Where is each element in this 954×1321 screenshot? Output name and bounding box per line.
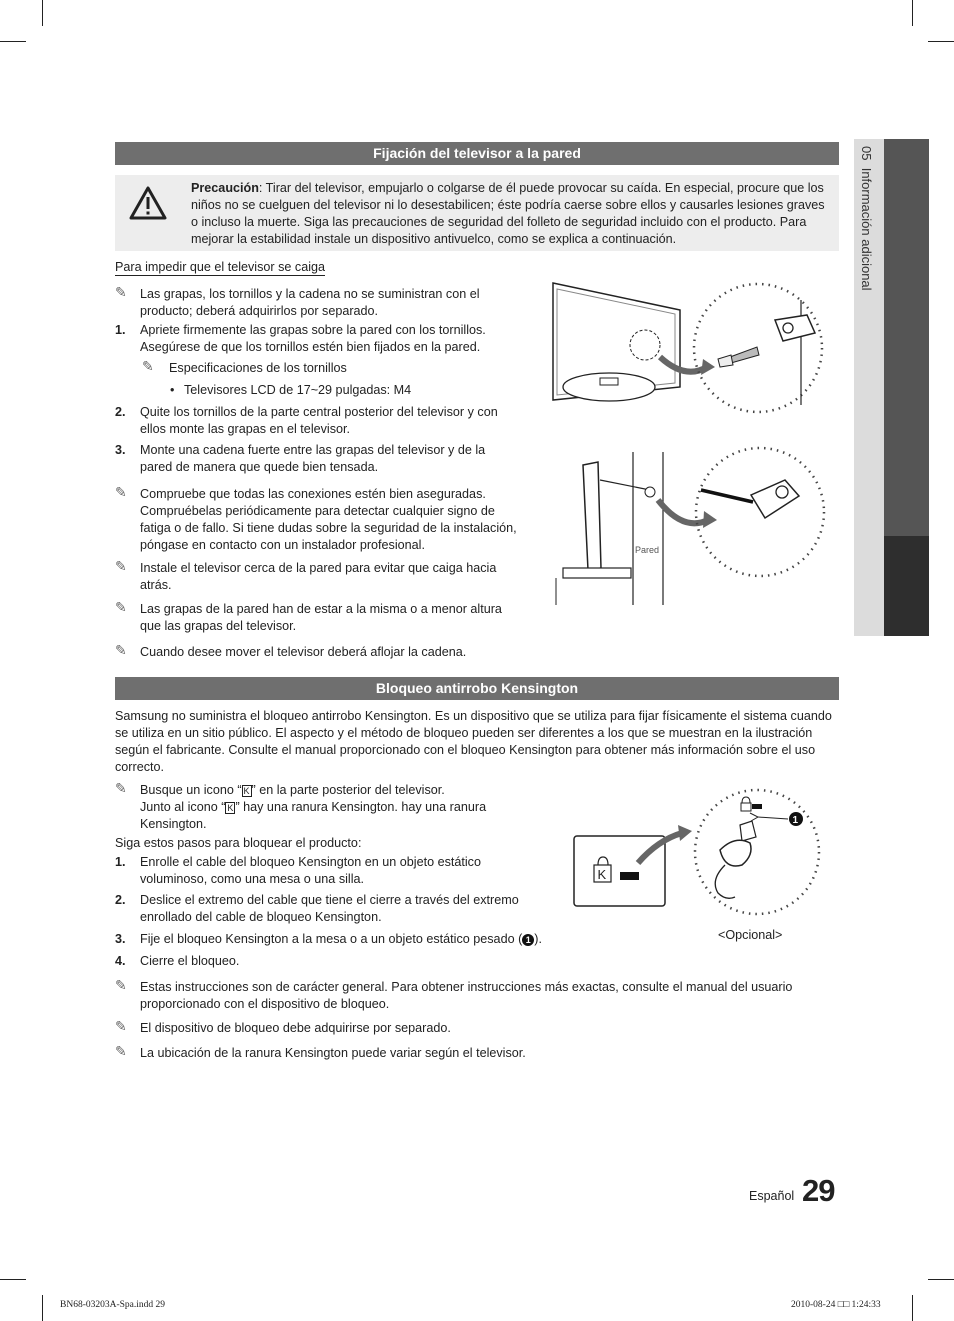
note-loosen-chain: Cuando desee mover el televisor deberá aflojar la cadena. — [140, 645, 467, 659]
optional-label: <Opcional> — [718, 928, 783, 942]
footer-filename: BN68-03203A-Spa.indd 29 — [60, 1300, 166, 1310]
page-number: 29 — [802, 1173, 835, 1208]
footer-date: 2010-08-24 □□ 1:24:33 — [791, 1300, 881, 1310]
note-icon: ✎ — [115, 642, 127, 658]
crop-mark — [42, 0, 43, 26]
note-install-near-wall: Instale el televisor cerca de la pared para evitar que caiga hacia atrás. — [140, 561, 497, 592]
note-icon: ✎ — [115, 484, 127, 500]
caution-text: Precaución: Tirar del televisor, empujarlo o colgarse de él puede provocar su caída. En especial, procure que los niños no se cuelguen del televisor ni lo desestabilicen; éste podría caerse sobre ellos y causarles lesiones graves o incluso la muerte. Siga las precauciones de seguridad del folleto de seguridad incluido con el producto. Para mejorar la estabilidad instale un dispositivo antivuelco, como se explica a continuación. — [191, 181, 825, 246]
wall-label: Pared — [635, 545, 660, 555]
crop-mark — [912, 0, 913, 26]
note-check-connections: Compruebe que todas las conexiones estén bien aseguradas. Compruébelas periódicamente para detectar cualquier signo de fatiga o de fallo. Si tiene dudas sobre la seguridad de la instalación, póngase en contacto con un instalador profesional. — [140, 487, 517, 552]
k-letter: K — [597, 867, 607, 882]
step-number: 2. — [115, 405, 126, 419]
section-title-kensington: Bloqueo antirrobo Kensington — [115, 677, 839, 700]
crop-mark — [912, 1295, 913, 1321]
note-icon: ✎ — [115, 558, 127, 574]
crop-mark — [0, 41, 26, 42]
step-number: 1. — [115, 323, 126, 337]
note-buy-separately: El dispositivo de bloqueo debe adquirirse por separado. — [140, 1021, 451, 1035]
step-number: 4. — [115, 954, 126, 968]
section-title-wall-mount: Fijación del televisor a la pared — [115, 142, 839, 165]
step-number: 2. — [115, 893, 126, 907]
kensington-lock-icon: K — [243, 786, 250, 796]
crop-mark — [928, 41, 954, 42]
note-icon: ✎ — [115, 780, 127, 796]
kensington-step-2: Deslice el extremo del cable que tiene el cierre a través del extremo enrollado del cable de bloqueo Kensington. — [140, 893, 519, 924]
crop-mark — [42, 1295, 43, 1321]
step-2-text: Quite los tornillos de la parte central posterior del televisor y con ellos monte las grapas en el televisor. — [140, 405, 498, 436]
step-number: 1. — [115, 855, 126, 869]
caution-box — [115, 175, 839, 251]
note-icon: ✎ — [115, 599, 127, 615]
crop-mark — [928, 1279, 954, 1280]
note-icon: ✎ — [115, 1018, 127, 1034]
note-slot-location: La ubicación de la ranura Kensington puede variar según el televisor. — [140, 1046, 526, 1060]
page-language: Español — [749, 1189, 795, 1203]
warning-icon — [128, 185, 168, 221]
bullet-dot: • — [170, 383, 175, 397]
kensington-intro: Samsung no suministra el bloqueo antirrobo Kensington. Es un dispositivo que se utiliza para fijar físicamente el sistema cuando se utiliza en un sitio público. El aspecto y el método de bloqueo pueden ser diferentes a los que se muestran en la ilustración según el fabricante. Consulte el manual proporcionado con el bloqueo Kensington para obtener más información sobre el uso correcto. — [115, 709, 832, 774]
kensington-step-3: Fije el bloqueo Kensington a la mesa o a un objeto estático pesado ( 1 ). — [140, 932, 542, 946]
note-general-instructions: Estas instrucciones son de carácter general. Para obtener instrucciones más exactas, consulte el manual del usuario proporcionado con el dispositivo de bloqueo. — [140, 980, 793, 1011]
sidebar-dark-band-lower — [884, 536, 929, 636]
screw-spec-note: Especificaciones de los tornillos — [169, 361, 347, 375]
note-parts-not-supplied: Las grapas, los tornillos y la cadena no se suministran con el producto; deberá adquirirlos por separado. — [140, 287, 480, 318]
note-bracket-height: Las grapas de la pared han de estar a la misma o a menor altura que las grapas del televisor. — [140, 602, 502, 633]
note-icon: ✎ — [115, 284, 127, 300]
callout-number: 1 — [792, 815, 799, 826]
kensington-step-4: Cierre el bloqueo. — [140, 954, 240, 968]
step-number: 3. — [115, 443, 126, 457]
note-icon: ✎ — [115, 977, 127, 993]
sidebar-chapter-title: 05 Información adicional — [859, 146, 874, 291]
callout-1-icon: 1 — [522, 934, 534, 946]
kensington-lock-illustration — [570, 785, 830, 930]
kensington-lock-icon: K — [227, 803, 234, 813]
steps-intro: Siga estos pasos para bloquear el producto: — [115, 836, 362, 850]
kensington-step-1: Enrolle el cable del bloqueo Kensington en un objeto estático voluminoso, como una mesa o una silla. — [140, 855, 481, 886]
subheading-prevent-fall: Para impedir que el televisor se caiga — [115, 260, 326, 274]
crop-mark — [0, 1279, 26, 1280]
tv-side-wall-illustration — [553, 440, 833, 610]
step-1-text: Apriete firmemente las grapas sobre la pared con los tornillos. Asegúrese de que los tornillos estén bien fijados en la pared. — [140, 323, 486, 354]
step-3-text: Monte una cadena fuerte entre las grapas del televisor y de la pared de manera que quede bien tensada. — [140, 443, 486, 474]
tv-rear-illustration — [545, 275, 830, 425]
note-find-icon: Busque un icono “ K ” en la parte posterior del televisor. Junto al icono “ K ” hay una ranura Kensington. hay una ranura Kensington. — [140, 783, 487, 831]
screw-spec-bullet: Televisores LCD de 17~29 pulgadas: M4 — [184, 383, 412, 397]
step-number: 3. — [115, 932, 126, 946]
note-icon: ✎ — [115, 1043, 127, 1059]
note-icon: ✎ — [142, 358, 154, 374]
